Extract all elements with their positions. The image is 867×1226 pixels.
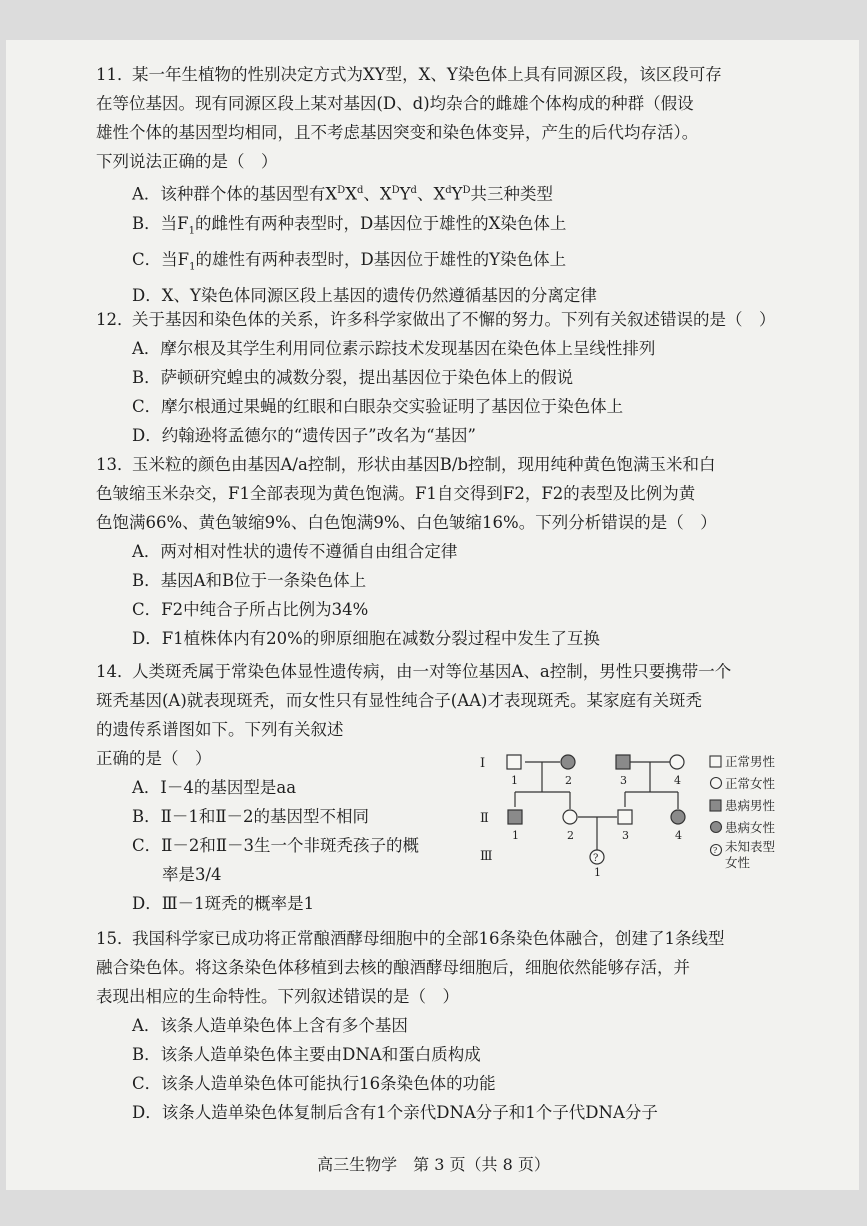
option-d: D．该条人造单染色体复制后含有1个亲代DNA分子和1个子代DNA分子 (132, 1103, 658, 1122)
svg-text:?: ? (713, 846, 718, 855)
normal-male-symbol (507, 755, 521, 769)
question-stem: 我国科学家已成功将正常酿酒酵母细胞中的全部16条染色体融合，创建了1条线型 融合染色体。将这条染色体移植到去核的酿酒酵母细胞后，细胞依然能够存活，并 表现出相应的生命特性。下列叙述错误的是（ ） (96, 929, 725, 1006)
option-b: B．萨顿研究蝗虫的减数分裂，提出基因位于染色体上的假说 (132, 368, 574, 387)
question-12 (96, 305, 796, 450)
option-b: B．该条人造单染色体主要由DNA和蛋白质构成 (132, 1045, 481, 1064)
option-d: D．约翰逊将孟德尔的“遗传因子”改名为“基因” (132, 426, 476, 445)
svg-text:患病女性: 患病女性 (725, 820, 776, 835)
option-c: C．当$F_1$的雄性有两种表型时，D基因位于雄性的Y染色体上 (132, 249, 567, 273)
pedigree-legend (710, 754, 776, 870)
question-number: 13． (96, 455, 134, 474)
option-b: B．当$F_1$的雌性有两种表型时，D基因位于雄性的X染色体上 (132, 213, 567, 236)
affected-female-symbol (561, 755, 575, 769)
svg-text:4: 4 (674, 774, 681, 787)
option-d: D．F1植株体内有20%的卵原细胞在减数分裂过程中发生了互换 (132, 629, 600, 648)
svg-text:1: 1 (594, 866, 601, 879)
svg-text:正常女性: 正常女性 (725, 776, 776, 791)
generation-labels (480, 756, 493, 864)
question-15 (96, 924, 796, 1127)
svg-text:Ⅱ: Ⅱ (480, 811, 489, 826)
svg-text:1: 1 (511, 774, 518, 787)
option-a: A．该条人造单染色体上含有多个基因 (132, 1016, 408, 1035)
question-stem: 某一年生植物的性别决定方式为XY型，X、Y染色体上具有同源区段，该区段可存 在等位基因。现有同源区段上某对基因(D、d)均杂合的雌雄个体构成的种群（假设 雄性个体的基因型均相同，且不考虑基因突变和染色体变异，产生的后代均存活）。 下列说法正确的是（ ） (96, 65, 722, 171)
normal-female-symbol (563, 810, 577, 824)
svg-text:女性: 女性 (725, 855, 751, 870)
option-a: A．该种群个体的基因型有$X^DX^d$、$X^DY^d$、$X^dY^D$共三种类型 (132, 184, 554, 204)
question-stem: 关于基因和染色体的关系，许多科学家做出了不懈的努力。下列有关叙述错误的是（ ） (132, 310, 776, 329)
question-number: 12． (96, 310, 134, 329)
question-stem: 人类斑秃属于常染色体显性遗传病，由一对等位基因A、a控制，男性只要携带一个 斑秃基因(A)就表现斑秃，而女性只有显性纯合子(AA)才表现斑秃。某家庭有关斑秃 的遗传系谱图如下。下列有关叙述 正确的是（ ） (96, 662, 732, 768)
svg-text:未知表型: 未知表型 (725, 839, 776, 854)
option-a: A．摩尔根及其学生利用同位素示踪技术发现基因在染色体上呈线性排列 (132, 339, 656, 358)
svg-text:1: 1 (512, 829, 519, 842)
option-a: A．Ⅰ－4的基因型是aa (132, 778, 297, 797)
option-b: B．Ⅱ－1和Ⅱ－2的基因型不相同 (132, 807, 370, 826)
question-13 (96, 450, 796, 653)
option-c: C．摩尔根通过果蝇的红眼和白眼杂交实验证明了基因位于染色体上 (132, 397, 624, 416)
svg-text:?: ? (593, 853, 599, 864)
svg-text:正常男性: 正常男性 (725, 754, 776, 769)
question-11 (96, 60, 796, 310)
svg-text:4: 4 (675, 829, 682, 842)
svg-text:3: 3 (620, 774, 627, 787)
option-a: A．两对相对性状的遗传不遵循自由组合定律 (132, 542, 458, 561)
option-c-cont: 率是3/4 (162, 865, 222, 884)
pedigree-diagram (480, 742, 800, 882)
svg-text:2: 2 (567, 829, 574, 842)
svg-text:Ⅰ: Ⅰ (480, 756, 486, 771)
option-c: C．F2中纯合子所占比例为34% (132, 600, 369, 619)
normal-male-symbol (618, 810, 632, 824)
page-footer: 高三生物学 第 3 页（共 8 页） (317, 1155, 550, 1174)
question-number: 15． (96, 929, 134, 948)
svg-text:Ⅲ: Ⅲ (480, 849, 493, 864)
option-d: D．Ⅲ－1斑秃的概率是1 (132, 894, 315, 913)
question-number: 11． (96, 65, 134, 84)
option-c: C．该条人造单染色体可能执行16条染色体的功能 (132, 1074, 496, 1093)
gen-3 (590, 850, 604, 879)
pedigree-lines (515, 762, 678, 850)
option-c: C．Ⅱ－2和Ⅱ－3生一个非斑秃孩子的概 (132, 836, 420, 855)
affected-male-symbol (616, 755, 630, 769)
option-d: D．X、Y染色体同源区段上基因的遗传仍然遵循基因的分离定律 (132, 286, 597, 306)
question-number: 14． (96, 662, 134, 681)
question-stem: 玉米粒的颜色由基因A/a控制，形状由基因B/b控制，现用纯种黄色饱满玉米和白 色皱缩玉米杂交，F1全部表现为黄色饱满。F1自交得到F2，F2的表型及比例为黄 色饱满66%、黄色皱缩9%、白色饱满9%、白色皱缩16%。下列分析错误的是（ ） (96, 455, 717, 532)
affected-male-symbol (508, 810, 522, 824)
normal-female-symbol (670, 755, 684, 769)
option-b: B．基因A和B位于一条染色体上 (132, 571, 367, 590)
svg-text:患病男性: 患病男性 (725, 798, 776, 813)
svg-text:3: 3 (622, 829, 629, 842)
gen-1 (507, 755, 684, 787)
affected-female-symbol (671, 810, 685, 824)
svg-text:2: 2 (565, 774, 572, 787)
